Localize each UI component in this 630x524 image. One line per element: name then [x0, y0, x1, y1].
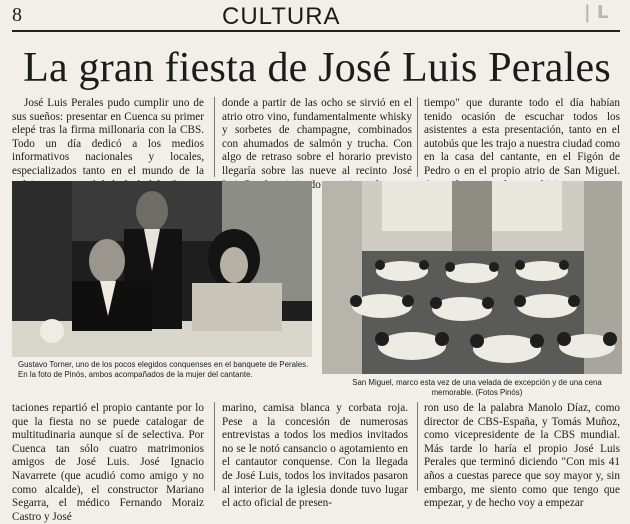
column-divider [214, 402, 215, 491]
article-column-2-top [222, 97, 412, 192]
paragraph: tiempo" que durante todo el día habían tenido ocasión de escuchar todos los asistentes a esta presentación, tanto en el autobús que les trajo a nuestra ciudad como en la casa del cantante, en el Figón de Pedro o en el propio atrio de San Miguel. [424, 97, 620, 177]
paragraph: donde a partir de las ocho se sirvió en el atrio otro vino, fundamentalmente whisky y sorbetes de champagne, combinados con ahumados de salmón y trucha. Con algo de retraso sobre el horario previsto llegaría sobre las nueve al recinto José [222, 97, 412, 177]
page-number: 8 [12, 4, 22, 26]
column-divider [417, 402, 418, 491]
header-rule [12, 30, 620, 32]
article-column-2-bottom [222, 402, 408, 511]
photo-caption: Gustavo Torner, uno de los pocos elegidos conquenses en el banquete de Perales. En la foto de Pinós, ambos acompañados de la mujer del cantante. [18, 360, 309, 379]
photo-banquet-guests [12, 181, 312, 357]
paragraph: marino, camisa blanca y corbata roja. Pese a la concesión de numerosas entrevistas a todos los medios invitados no se le notó cansancio o agotamiento en el cantautor conquense. Con la llegada de José Luis, todos los invitados pasaron al interior de la iglesia donde tuvo lugar el acto oficial de presen- [222, 402, 408, 510]
column-divider [214, 97, 215, 177]
photo-caption: San Miguel, marco esta vez de una velada de excepción y de una cena memorable. (Fotos Pinós) [352, 378, 602, 397]
paragraph: ron uso de la palabra Manolo Díaz, como director de CBS-España, y Tomás Muñoz, como vicepresidente de la CBS mundial. Más tarde lo haría el propio José Luis Perales que terminó diciendo "Con mis 41 años a cuestas parece que soy mayor y, sin embargo, me siento como que tengo que empezar, y de hecho voy a empezar [424, 402, 620, 510]
paragraph: José Luis Perales pudo cumplir uno de sus sueños: presentar en Cuenca su primer elepé tras la firma millonaria con la CBS. Todo un día dedicó a los medios informativos nacionales y locales, especializados tanto en el mundo de la [12, 97, 204, 177]
headline: La gran fiesta de José Luis Perales [23, 45, 611, 91]
paragraph: taciones repartió el propio cantante por lo que la fiesta no se puede catalogar de multitudinaria aunque sí de selectiva. Por Cuenca tan sólo cuatro matrimonios amigos de José Luis. José Ignacio Navarrete (que acudió como amigo y no como alcalde), el constructor Mariano Segarra, el médico Fernando Moraiz Castro y José [12, 402, 204, 523]
photo-dinner-hall [322, 181, 622, 374]
article-column-3-top [424, 97, 620, 192]
bleed-through-mark: | L [584, 2, 609, 23]
article-column-1-bottom [12, 402, 204, 524]
column-divider [417, 97, 418, 177]
article-column-3-bottom [424, 402, 620, 511]
section-title: CULTURA [222, 3, 341, 30]
